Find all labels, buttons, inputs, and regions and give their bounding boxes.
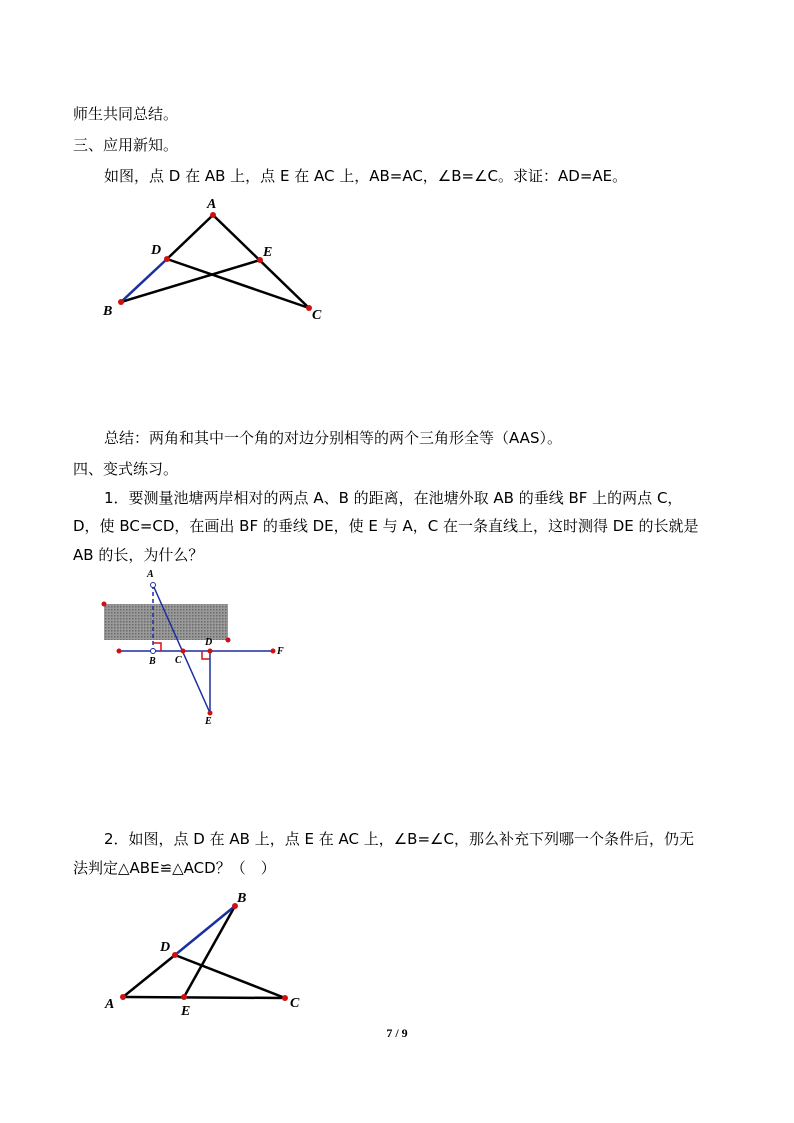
- figure3-label-c: C: [290, 996, 300, 1011]
- figure3-label-e: E: [181, 1004, 191, 1019]
- figure3-lines: [123, 906, 285, 998]
- section-heading-practice: 四、变式练习。: [73, 460, 179, 478]
- figure1-label-a: A: [207, 197, 217, 212]
- figure3-label-b: B: [237, 891, 247, 906]
- figure2-label-d: D: [205, 637, 213, 648]
- figure2-label-f: F: [277, 646, 284, 657]
- figure1-label-d: D: [151, 243, 162, 258]
- text-line-summary: 师生共同总结。: [73, 105, 179, 123]
- exercise-1-line-2: D，使 BC=CD，在画出 BF 的垂线 DE，使 E 与 A，C 在一条直线上，这时测得 DE 的长就是: [73, 517, 699, 535]
- section-heading-apply: 三、应用新知。: [73, 136, 179, 154]
- figure2-label-a: A: [147, 569, 154, 580]
- figure1-points: [118, 212, 312, 311]
- figure1-lines: [121, 215, 309, 308]
- text-line-aas-summary: 总结：两角和其中一个角的对边分别相等的两个三角形全等（AAS）。: [104, 429, 562, 447]
- exercise-1-line-3: AB 的长，为什么？: [73, 546, 204, 564]
- exercise-1-line-1: 1．要测量池塘两岸相对的两点 A、B 的距离，在池塘外取 AB 的垂线 BF 上的两点 C，: [104, 489, 683, 507]
- exercise-2-line-2: 法判定△ABE≌△ACD？（ ）: [73, 859, 276, 877]
- figure3-label-d: D: [160, 940, 171, 955]
- figure2-point-b: [151, 649, 156, 654]
- figure2-label-c: C: [175, 655, 182, 666]
- figure1-label-b: B: [103, 304, 113, 319]
- figure3-segment-bd: [175, 906, 235, 955]
- figure3-points: [120, 903, 288, 1001]
- figure2-point-a: [151, 583, 156, 588]
- page-number: 7 / 9: [386, 1026, 408, 1040]
- figure2-pond: [104, 604, 228, 640]
- exercise-2-line-1: 2．如图，点 D 在 AB 上，点 E 在 AC 上，∠B=∠C，那么补充下列哪一个条件后，仍无: [104, 830, 694, 848]
- figure3-label-a: A: [105, 997, 115, 1012]
- figure2-label-e: E: [205, 716, 212, 727]
- figure1-label-c: C: [312, 308, 322, 323]
- problem-statement: 如图，点 D 在 AB 上，点 E 在 AC 上，AB=AC，∠B=∠C。求证：AD=AE。: [104, 167, 628, 185]
- figure1-label-e: E: [263, 245, 273, 260]
- figure2-label-b: B: [149, 656, 156, 667]
